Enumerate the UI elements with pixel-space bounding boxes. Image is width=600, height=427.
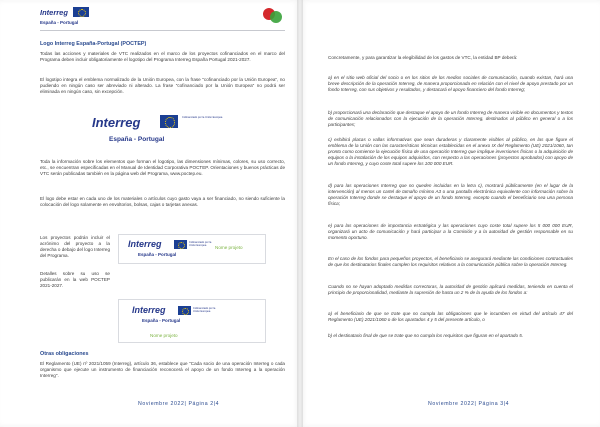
list-item-a: a) en el sitio web oficial del socio o en los sitios de los medios sociales de comunicación, cuando existan, hará una breve descripción de la operación Interreg, de manera proporcionada en relación con el nivel de apoyo prestado por un fondo Interreg, con sus objetivos y resultados, y destacará el apoyo financiero del fondo Interreg; — [328, 75, 573, 93]
paragraph-6: Detalles sobre su uso se publicarán en la web POCTEP 2021-2027. — [40, 271, 110, 289]
eu-flag-icon — [178, 306, 191, 315]
logo-small-2-eu-text: Cofinanciado por la Unión Europea — [193, 307, 216, 314]
list-item-b2: b) el destinatario final de que se trate que no cumpla los requisitos que figuran en el apartado 5. — [328, 333, 524, 338]
list-item-c: c) exhibirá placas o vallas informativas que sean duraderas y claramente visibles al público, en las que figure el emblema de la Unión con las características técnicas establecidas en el anexo IX del Reglamento (UE) 2021/1060, tan pronto como comience la ejecución física de una operación Interreg que implique inversiones físicas o la adquisición de equipos o la instalación de los equipos adquiridos, con respecto a las operaciones (proyectos aprobados) con apoyo de un fondo Interreg, y cuyo coste total supere los 100 000 EUR. — [328, 137, 573, 167]
paragraph-5: Los proyectos podrán incluir el acrónimo del proyecto a la derecha o debajo del logo Interreg del Programa. — [40, 235, 110, 259]
logo-small-1-eu-text: Cofinanciado por la Unión Europea — [189, 241, 212, 248]
page-gutter — [297, 0, 303, 427]
paragraph-7: El Reglamento (UE) nº 2021/1059 (Interreg), artículo 36, establece que "Cada socio de una operación Interreg o cada organismo que ejecute un instrumento de financiación reconocerá el apoyo de un fondo Interreg a la operación Interreg". — [40, 361, 285, 379]
interreg-logo-small-1 — [128, 239, 218, 263]
paragraph-2: El logotipo integra el emblema normalizado de la Unión Europea, con la frase "cofinanciado por la Unión Europea", no pudiendo en ningún caso ser abreviado ni alterado. La frase "cofinanciado por la Unión Europea" no podrá ser eliminada en ningún caso, sin excepción. — [40, 77, 285, 95]
list-item-d: d) para las operaciones Interreg que no queden incluidas en la letra c), mostrará públicamente (en el lugar de la intervención) al menos un cartel de tamaño mínimo A3 o una pantalla electrónica equivalente con información sobre la operación Interreg donde se destaque el apoyo de un fondo Interreg, excepto cuando el beneficiario sea una persona física; — [328, 183, 573, 207]
project-name-1: Nome projeto — [215, 245, 243, 250]
interreg-logo-main — [92, 112, 242, 154]
page-footer-right: Noviembre 2022| Página 3|4 — [428, 401, 510, 407]
eu-flag-icon — [160, 115, 178, 128]
logo-small-2-caption: España - Portugal — [142, 318, 181, 323]
list-item-b: b) proporcionará una declaración que destaque el apoyo de un fondo Interreg de manera visible en documentos y textos de comunicación relacionados con la ejecución de la operación Interreg, destinados al público en general o a los participantes; — [328, 110, 573, 128]
measures-paragraph: Cuando no se hayan adoptado medidas correctoras, la autoridad de gestión aplicará medidas, teniendo en cuenta el principio de proporcionalidad, mediante la supresión de hasta un 2 % de la ayuda de los fondos a: — [328, 284, 573, 296]
small-projects-paragraph: En el caso de los fondos para pequeños proyectos, el beneficiario se asegurará mediante las condiciones contractuales de que los destinatarios finales cumplen los requisitos relativos a la comunicación pública sobre la operación Interreg. — [328, 256, 573, 268]
logo-main-word: Interreg — [92, 115, 141, 130]
paragraph-3: Toda la información sobre los elementos que forman el logotipo, las dimensiones mínimas, colores, su uso correcto, etc., se encuentran especificadas en el Manual de Identidad Corporativa POCTEP. Orientaciones y buenos prácticas de VTC serán publicadas también en la página web del Programa, www.poctep.eu. — [40, 159, 285, 177]
logo-main-eu-text: Cofinanciado por la Unión Europea — [182, 116, 223, 119]
partner-mark-icon — [263, 8, 283, 24]
interreg-logo-small-2 — [132, 305, 222, 329]
project-name-2: Nome projeto — [150, 333, 178, 338]
logo-main-caption: España - Portugal — [109, 136, 165, 143]
page-right — [300, 0, 600, 427]
logo-small-1-word: Interreg — [128, 239, 162, 249]
logo-small-2-word: Interreg — [132, 305, 166, 315]
paragraph-1: Todas las acciones y materiales de VTC realizados en el marco de los proyectos cofinanciados en el marco del Programa deben incluir obligatoriamente el logotipo del Programa Interreg España Portugal 2021-2027. — [40, 51, 285, 63]
section-title-2: Otras obligaciones — [40, 351, 89, 357]
header-logo-sub: España - Portugal — [40, 20, 79, 25]
section-title: Logo Interreg España-Portugal (POCTEP) — [40, 41, 147, 47]
header-divider — [40, 30, 285, 31]
paragraph-4: El logo debe estar en cada uno de los materiales o artículos cuyo gasto vaya a ser financiado, no siendo suficiente la colocación del logo solamente en envoltorios, bolsas, cajas o tarjetas anexas. — [40, 196, 285, 208]
header-logo-word: Interreg — [40, 8, 68, 17]
logo-small-1-caption: España - Portugal — [138, 252, 177, 257]
eu-flag-icon — [174, 240, 187, 249]
page-footer-left: Noviembre 2022| Página 2|4 — [138, 401, 220, 407]
intro-paragraph: Concretamente, y para garantizar la elegibilidad de los gastos de VTC, la entidad BP deberá: — [328, 55, 518, 60]
list-item-e: e) para las operaciones de importancia estratégica y las operaciones cuyo coste total supere los 5 000 000 EUR, organizará un acto de comunicación y hará participar a la Comisión y a la autoridad de gestión responsable en su momento oportuno. — [328, 223, 573, 241]
list-item-a2: a) el beneficiario de que se trate que no cumpla las obligaciones que le incumben en virtud del artículo 47 del Reglamento (UE) 2021/1060 o de los apartados 4 y 5 del presente artículo, o — [328, 311, 573, 323]
eu-flag-icon — [73, 7, 89, 17]
